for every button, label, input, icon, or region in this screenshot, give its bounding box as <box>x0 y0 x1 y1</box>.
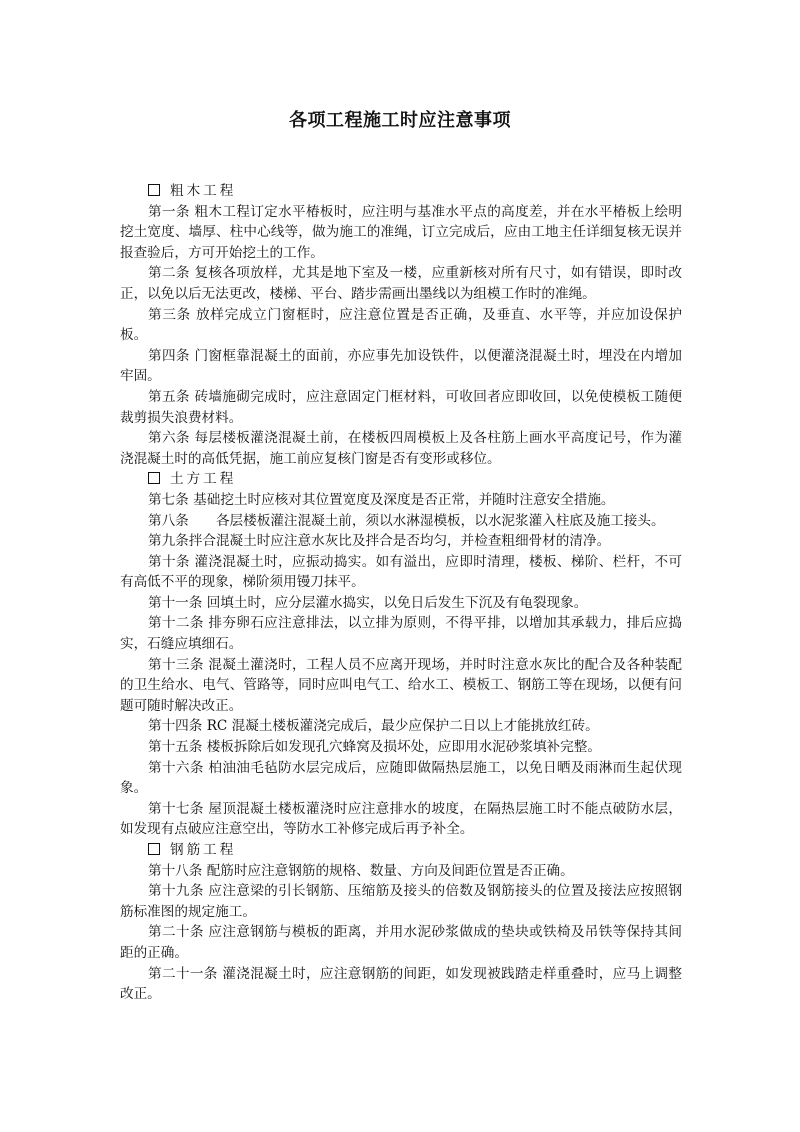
section-label: 土方工程 <box>170 471 237 488</box>
paragraph: 第九条拌合混凝土时应注意水灰比及拌合是否均匀，并检查粗细骨材的清净。 <box>148 533 611 550</box>
paragraph: 第十二条 排夯卵石应注意排法，以立排为原则，不得平排，以增加其承载力，排后应捣实，石缝应填细石。 <box>120 615 682 653</box>
section-label: 钢筋工程 <box>170 842 237 858</box>
checkbox-icon <box>148 184 160 196</box>
section-heading-rough-carpentry <box>120 181 682 202</box>
paragraph: 第十一条 回填土时，应分层灌水捣实，以免日后发生下沉及有龟裂现象。 <box>148 594 588 611</box>
paragraph: 第十条 灌浇混凝土时，应振动捣实。如有溢出，应即时清理，楼板、梯阶、栏杆，不可有高低不平的现象，梯阶须用镘刀抹平。 <box>120 553 682 591</box>
paragraph: 第六条 每层楼板灌浇混凝土前，在楼板四周模板上及各柱筋上画水平高度记号，作为灌浇混凝土时的高低凭据，施工前应复核门窗是否有变形或移位。 <box>120 430 682 467</box>
paragraph: 第一条 粗木工程订定水平椿板时，应注明与基准水平点的高度差，并在水平椿板上绘明挖土宽度、墙厚、柱中心线等，做为施工的准绳，订立完成后，应由工地主任详细复核无误并报查验后，方可开始挖土的工作。 <box>120 203 682 261</box>
paragraph: 第十九条 应注意梁的引长钢筋、压缩筋及接头的倍数及钢筋接头的位置及接法应按照钢筋标准图的规定施工。 <box>120 883 682 920</box>
checkbox-icon <box>148 843 160 855</box>
paragraph: 第四条 门窗框靠混凝土的面前，亦应事先加设铁件，以便灌浇混凝土时，埋没在内增加牢固。 <box>120 347 682 385</box>
paragraph: 第二条 复核各项放样，尤其是地下室及一楼，应重新核对所有尺寸，如有错误，即时改正，以免以后无法更改，楼梯、平台、踏步需画出墨线以为组模工作时的准绳。 <box>120 265 682 302</box>
paragraph: 第八条 各层楼板灌注混凝土前，须以水淋湿模板，以水泥浆灌入柱底及施工接头。 <box>148 512 665 529</box>
paragraph: 第三条 放样完成立门窗框时，应注意位置是否正确，及垂直、水平等，并应加设保护板。 <box>120 306 682 344</box>
paragraph: 第十七条 屋顶混凝土楼板灌浇时应注意排水的坡度，在隔热层施工时不能点破防水层，如发现有点破应注意空出，等防水工补修完成后再予补全。 <box>120 800 682 838</box>
section-heading-rebar <box>120 840 682 861</box>
paragraph: 第十八条 配筋时应注意钢筋的规格、数量、方向及间距位置是否正确。 <box>148 862 574 879</box>
paragraph: 第十五条 楼板拆除后如发现孔穴蜂窝及损坏处，应即用水泥砂浆填补完整。 <box>148 739 601 756</box>
section-label: 粗木工程 <box>170 183 237 199</box>
page-title: 各项工程施工时应注意事项 <box>289 110 511 131</box>
paragraph: 第二十条 应注意钢筋与模板的距离，并用水泥砂浆做成的垫块或铁椅及吊铁等保持其间距的正确。 <box>120 924 682 961</box>
document-body <box>120 181 682 1005</box>
paragraph: 第十六条 柏油油毛毡防水层完成后，应随即做隔热层施工，以免日晒及雨淋而生起伏现象。 <box>120 759 682 797</box>
section-heading-earthwork <box>120 469 682 490</box>
paragraph: 第十三条 混凝土灌浇时，工程人员不应离开现场，并时时注意水灰比的配合及各种装配的卫生给水、电气、管路等，同时应叫电气工、给水工、模板工、钢筋工等在现场，以便有问题可随时解决改正。 <box>120 656 682 714</box>
paragraph: 第七条 基础挖土时应核对其位置宽度及深度是否正常，并随时注意安全措施。 <box>148 491 615 508</box>
checkbox-icon <box>148 472 160 484</box>
paragraph: 第十四条 RC 混凝土楼板灌浇完成后，最少应保护二日以上才能挑放红砖。 <box>148 718 599 735</box>
paragraph: 第二十一条 灌浇混凝土时，应注意钢筋的间距，如发现被践踏走样重叠时，应马上调整改正。 <box>120 965 682 1003</box>
paragraph: 第五条 砖墙施砌完成时，应注意固定门框材料，可收回者应即收回，以免使模板工随便裁剪损失浪费材料。 <box>120 388 682 426</box>
